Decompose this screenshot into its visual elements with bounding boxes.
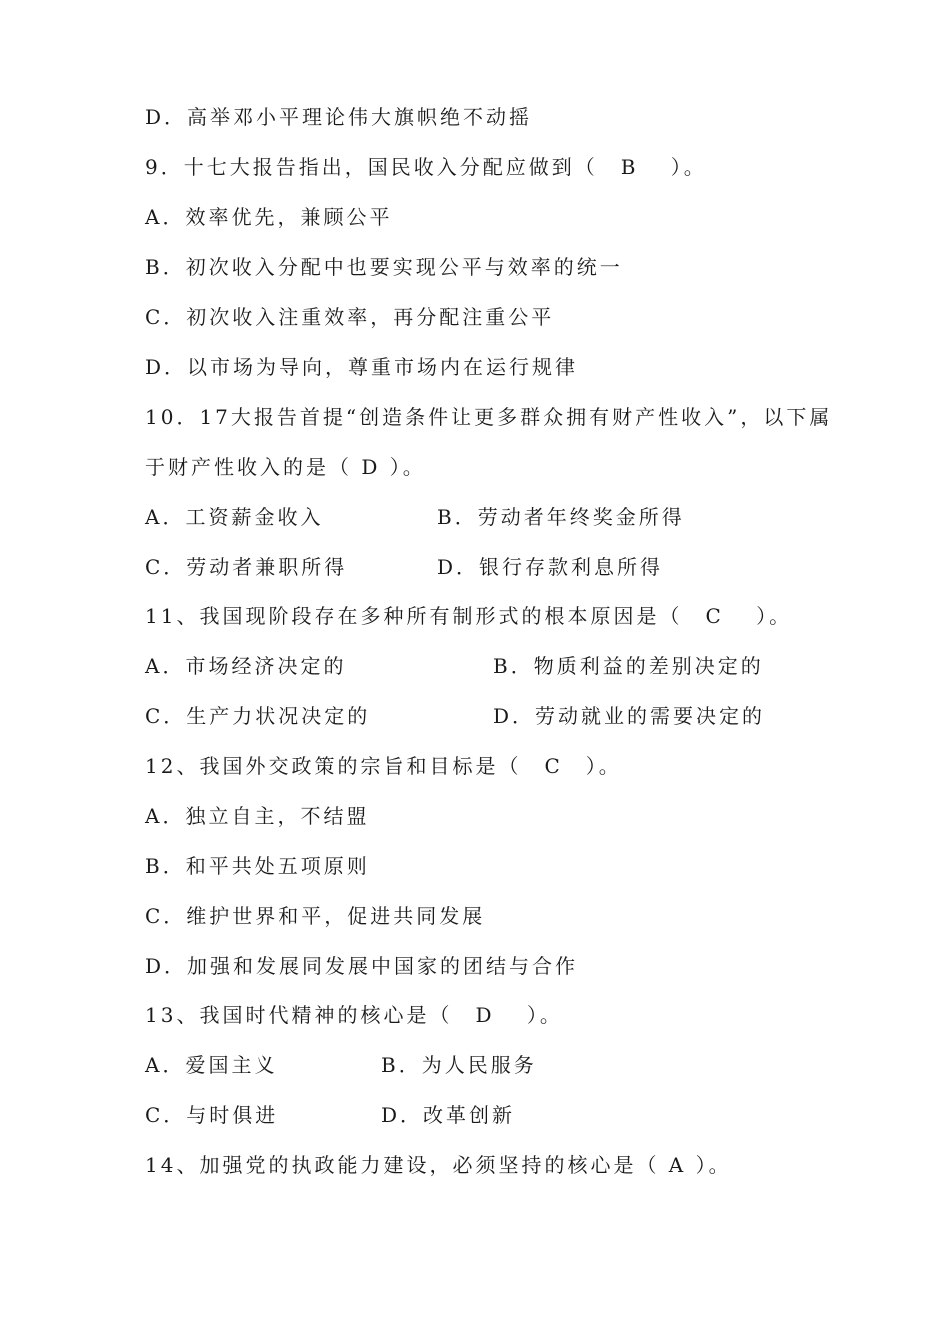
option-c-line: C．维护世界和平，促进共同发展 (145, 904, 486, 928)
option-c: C．与时俱进 (145, 1103, 279, 1127)
question-13: 13、我国时代精神的核心是（ D ）。 (145, 1003, 563, 1027)
option-c: C．劳动者兼职所得 (145, 555, 348, 579)
option-b-line: B．和平共处五项原则 (145, 854, 370, 878)
option-a: A．爱国主义 (145, 1053, 278, 1077)
option-b: B．劳动者年终奖金所得 (437, 505, 685, 529)
option-row (145, 653, 764, 679)
option-row (145, 1052, 537, 1078)
option-d: D．银行存款利息所得 (437, 555, 664, 579)
option-b: B．物质利益的差别决定的 (493, 654, 764, 678)
option-d: D．改革创新 (381, 1103, 516, 1127)
option-c-line: C．初次收入注重效率，再分配注重公平 (145, 305, 555, 329)
option-row (145, 554, 664, 580)
option-row (145, 504, 685, 530)
option-row (145, 1102, 516, 1128)
question-12: 12、我国外交政策的宗旨和目标是（ C ）。 (145, 754, 622, 778)
option-a-line: A．效率优先，兼顾公平 (145, 205, 393, 229)
question-9: 9．十七大报告指出，国民收入分配应做到（ B ）。 (145, 155, 707, 179)
option-d-line: D．高举邓小平理论伟大旗帜绝不动摇 (145, 105, 533, 129)
option-c: C．生产力状况决定的 (145, 704, 371, 728)
question-11: 11、我国现阶段存在多种所有制形式的根本原因是（ C ）。 (145, 604, 793, 628)
question-14: 14、加强党的执政能力建设，必须坚持的核心是（ A ）。 (145, 1153, 732, 1177)
question-10-continued: 于财产性收入的是（ D ）。 (145, 455, 426, 479)
option-row (145, 703, 766, 729)
option-a: A．工资薪金收入 (145, 505, 324, 529)
option-d-line: D．加强和发展同发展中国家的团结与合作 (145, 954, 579, 978)
question-10: 10．17大报告首提“创造条件让更多群众拥有财产性收入”，以下属 (145, 405, 833, 429)
option-b-line: B．初次收入分配中也要实现公平与效率的统一 (145, 255, 623, 279)
option-d: D．劳动就业的需要决定的 (493, 704, 766, 728)
option-a: A．市场经济决定的 (145, 654, 347, 678)
option-b: B．为人民服务 (381, 1053, 537, 1077)
option-a-line: A．独立自主，不结盟 (145, 804, 370, 828)
option-d-line: D．以市场为导向，尊重市场内在运行规律 (145, 355, 579, 379)
